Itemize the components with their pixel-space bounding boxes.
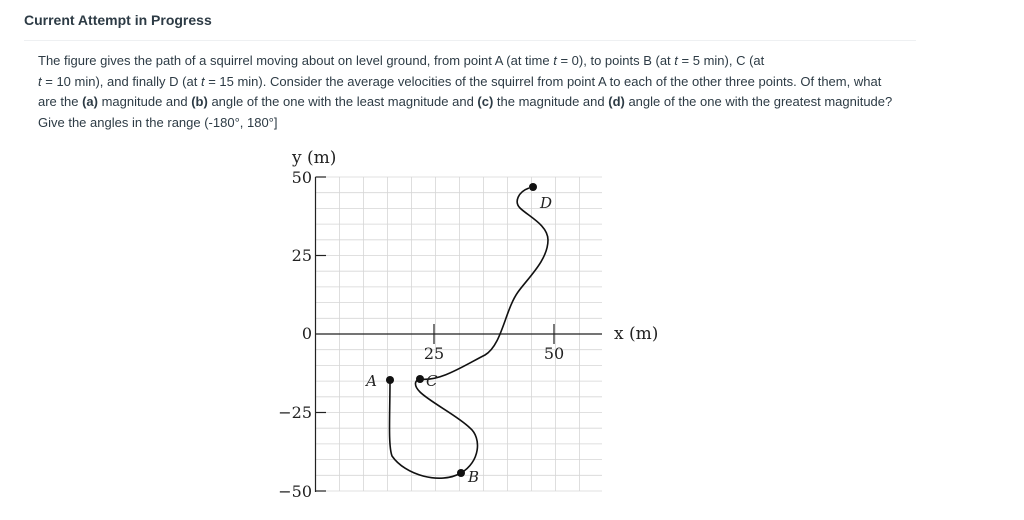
- part-d-marker: (d): [608, 94, 625, 109]
- question-segment: = 5 min), C (at: [677, 53, 765, 68]
- attempt-status-title: Current Attempt in Progress: [24, 12, 212, 28]
- var-t: t: [38, 73, 42, 89]
- point-c-label: C: [426, 372, 438, 390]
- point-b-dot: [457, 469, 465, 477]
- y-tick-label: 50: [291, 168, 312, 187]
- header-divider: [24, 40, 916, 41]
- point-a-dot: [386, 376, 394, 384]
- point-a-label: A: [366, 372, 377, 390]
- x-axis-label: x (m): [614, 324, 659, 344]
- part-a-marker: (a): [82, 94, 98, 109]
- y-tick-label: −50: [278, 482, 312, 501]
- point-c-dot: [416, 375, 424, 383]
- question-segment: = 10 min), and finally D (at: [41, 73, 201, 89]
- part-b-marker: (b): [191, 94, 208, 109]
- question-segment: the magnitude and: [493, 94, 609, 109]
- question-text: [38, 51, 898, 133]
- question-segment: The figure gives the path of a squirrel moving about on level ground, from point A (at time: [38, 53, 554, 68]
- x-tick-label: 25: [423, 344, 445, 363]
- question-segment: magnitude and: [97, 94, 192, 109]
- var-t: t: [553, 53, 557, 68]
- part-c-marker: (c): [477, 94, 494, 109]
- y-tick-label: 25: [291, 246, 312, 265]
- y-tick-label: −25: [278, 403, 312, 422]
- var-t: t: [200, 73, 205, 89]
- question-segment: = 15 min). Consider the average velocities of the squirrel from point A to each of the other three points. Of them, what are the: [38, 73, 882, 109]
- point-d-dot: [529, 183, 537, 191]
- squirrel-path: [390, 188, 549, 478]
- y-axis-label: y (m): [292, 148, 337, 168]
- y-tick-label: 0: [301, 324, 312, 343]
- question-segment: angle of the one with the least magnitude and: [207, 94, 478, 109]
- question-segment: = 0), to points B (at: [556, 53, 675, 68]
- point-d-label: D: [540, 194, 553, 212]
- point-b-label: B: [468, 468, 480, 486]
- var-t: t: [674, 53, 678, 68]
- question-segment: angle of the one with the greatest magnitude? Give the angles in the range (-180°, 180°]: [38, 94, 893, 130]
- squirrel-path-figure: [270, 140, 690, 512]
- x-tick-label: 50: [543, 344, 565, 363]
